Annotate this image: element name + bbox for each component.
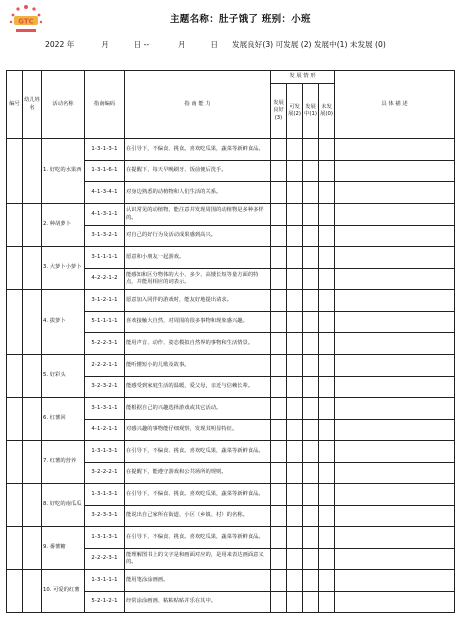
dev-not-cell[interactable]: [319, 484, 335, 506]
table-row: [7, 398, 455, 420]
dev-developing-cell[interactable]: [303, 527, 319, 549]
dev-can-cell[interactable]: [287, 355, 303, 377]
dev-can-cell[interactable]: [287, 226, 303, 247]
dev-developing-cell[interactable]: [303, 398, 319, 420]
dev-not-cell[interactable]: [319, 204, 335, 226]
dev-developing-cell[interactable]: [303, 506, 319, 527]
child-name-cell[interactable]: [23, 398, 42, 441]
guide-ability: 对感兴趣的事物能仔细观察，发现其明显特征。: [125, 420, 271, 441]
dev-can-cell[interactable]: [287, 312, 303, 333]
dev-developing-cell[interactable]: [303, 592, 319, 613]
dev-developing-cell[interactable]: [303, 269, 319, 290]
child-name-cell[interactable]: [23, 204, 42, 247]
date-line: [45, 39, 218, 50]
guide-code: 4-1-3-1-1: [85, 204, 125, 226]
description-cell[interactable]: [335, 441, 455, 463]
child-name-cell[interactable]: [23, 527, 42, 570]
guide-code: 3-1-2-1-1: [85, 290, 125, 312]
guide-code: 1-3-1-1-1: [85, 570, 125, 592]
dev-developing-cell[interactable]: [303, 312, 319, 333]
activity-name: 6. 红薯回: [42, 398, 85, 441]
dev-not-cell[interactable]: [319, 355, 335, 377]
guide-ability: 在引导下，不偏食、挑食。喜欢吃瓜果，蔬菜等新鲜食品。: [125, 484, 271, 506]
dev-can-cell[interactable]: [287, 269, 303, 290]
svg-text:GTC: GTC: [18, 17, 34, 26]
child-name-cell[interactable]: [23, 441, 42, 484]
dev-can-cell[interactable]: [287, 290, 303, 312]
guide-code: 1-3-1-6-1: [85, 161, 125, 182]
guide-ability: 能听懂短小的儿歌及故事。: [125, 355, 271, 377]
description-cell[interactable]: [335, 333, 455, 355]
dev-good-cell[interactable]: [271, 549, 287, 570]
dev-can-cell[interactable]: [287, 506, 303, 527]
dev-developing-cell[interactable]: [303, 484, 319, 506]
description-cell[interactable]: [335, 398, 455, 420]
activity-name: 4. 拔萝卜: [42, 290, 85, 355]
dev-can-cell[interactable]: [287, 333, 303, 355]
description-cell[interactable]: [335, 463, 455, 484]
dev-developing-cell[interactable]: [303, 333, 319, 355]
school-logo: [6, 2, 46, 36]
guide-code: 2-2-2-1-1: [85, 355, 125, 377]
dev-can-cell[interactable]: [287, 247, 303, 269]
description-cell[interactable]: [335, 161, 455, 182]
dev-not-cell[interactable]: [319, 333, 335, 355]
guide-code: 1-3-1-3-1: [85, 527, 125, 549]
dev-developing-cell[interactable]: [303, 161, 319, 182]
guide-code: 2-2-2-3-1: [85, 549, 125, 570]
dev-good-cell[interactable]: [271, 247, 287, 269]
table-row: [7, 484, 455, 506]
dev-developing-cell[interactable]: [303, 204, 319, 226]
guide-ability: 愿意加入同伴的游戏时，能友好地提出请求。: [125, 290, 271, 312]
dev-good-cell[interactable]: [271, 204, 287, 226]
dev-good-cell[interactable]: [271, 527, 287, 549]
guide-ability: 对身边熟悉的动植物和人们生活的关系。: [125, 182, 271, 204]
dev-good-cell[interactable]: [271, 269, 287, 290]
guide-ability: 经常涂涂画画、粘粘贴贴并乐在其中。: [125, 592, 271, 613]
dev-can-cell[interactable]: [287, 139, 303, 161]
child-name-cell[interactable]: [23, 247, 42, 290]
description-cell[interactable]: [335, 182, 455, 204]
guide-ability: 能用笔涂涂画画。: [125, 570, 271, 592]
header-number: 编号: [7, 71, 23, 139]
description-cell[interactable]: [335, 355, 455, 377]
child-name-cell[interactable]: [23, 355, 42, 398]
dev-developing-cell[interactable]: [303, 463, 319, 484]
dev-not-cell[interactable]: [319, 570, 335, 592]
description-cell[interactable]: [335, 506, 455, 527]
guide-code: 3-2-3-3-1: [85, 506, 125, 527]
dev-developing-cell[interactable]: [303, 420, 319, 441]
dev-can-cell[interactable]: [287, 398, 303, 420]
dev-developing-cell[interactable]: [303, 441, 319, 463]
guide-code: 3-2-2-2-1: [85, 463, 125, 484]
dev-can-cell[interactable]: [287, 527, 303, 549]
page-title: 主题名称：肚子饿了 班别：小班: [170, 14, 311, 25]
child-number-cell[interactable]: [7, 204, 23, 247]
dev-not-cell[interactable]: [319, 420, 335, 441]
dev-good-cell[interactable]: [271, 506, 287, 527]
dev-good-cell[interactable]: [271, 570, 287, 592]
guide-ability: 对自己的好行为及活动成果感到高兴。: [125, 226, 271, 247]
dev-can-cell[interactable]: [287, 420, 303, 441]
dev-good-cell[interactable]: [271, 333, 287, 355]
table-row: [7, 527, 455, 549]
date-day-start: 日 --: [133, 40, 150, 49]
description-cell[interactable]: [335, 570, 455, 592]
dev-can-cell[interactable]: [287, 204, 303, 226]
child-number-cell[interactable]: [7, 139, 23, 204]
child-number-cell[interactable]: [7, 398, 23, 441]
dev-good-cell[interactable]: [271, 420, 287, 441]
description-cell[interactable]: [335, 247, 455, 269]
dev-not-cell[interactable]: [319, 527, 335, 549]
header-dev-not: 未发展(0): [319, 84, 335, 139]
guide-ability: 在引导下，不偏食、挑食。喜欢吃瓜果，蔬菜等新鲜食品。: [125, 441, 271, 463]
guide-ability: 能理解图书上的文字是和画面对应的，是用来表达画面意义的。: [125, 549, 271, 570]
header-development-group: 发 展 情 形: [271, 71, 335, 84]
dev-good-cell[interactable]: [271, 484, 287, 506]
dev-not-cell[interactable]: [319, 247, 335, 269]
dev-not-cell[interactable]: [319, 182, 335, 204]
guide-ability: 能根据自己的兴趣选择游戏或其它活动。: [125, 398, 271, 420]
dev-good-cell[interactable]: [271, 463, 287, 484]
dev-developing-cell[interactable]: [303, 139, 319, 161]
header-code: 指南编码: [85, 71, 125, 139]
dev-good-cell[interactable]: [271, 226, 287, 247]
description-cell[interactable]: [335, 312, 455, 333]
child-number-cell[interactable]: [7, 290, 23, 355]
dev-can-cell[interactable]: [287, 463, 303, 484]
header-dev-can: 可发展(2): [287, 84, 303, 139]
table-row: [7, 355, 455, 377]
dev-good-cell[interactable]: [271, 355, 287, 377]
dev-good-cell[interactable]: [271, 398, 287, 420]
child-number-cell[interactable]: [7, 441, 23, 484]
guide-ability: 能感受到家庭生活的温暖，爱父母，亲近与信赖长辈。: [125, 377, 271, 398]
dev-good-cell[interactable]: [271, 312, 287, 333]
table-row: [7, 204, 455, 226]
dev-developing-cell[interactable]: [303, 226, 319, 247]
guide-code: 1-3-1-3-1: [85, 484, 125, 506]
description-cell[interactable]: [335, 290, 455, 312]
guide-code: 3-1-3-1-1: [85, 398, 125, 420]
dev-good-cell[interactable]: [271, 161, 287, 182]
guide-ability: 能说出自己家所在街道、小区（乡镇、村）的名称。: [125, 506, 271, 527]
guide-ability: 能感知和区分物体的大小、多少、高矮长短等量方面的特点，并能用相应的词表示。: [125, 269, 271, 290]
dev-good-cell[interactable]: [271, 592, 287, 613]
guide-code: 5-1-1-1-1: [85, 312, 125, 333]
guide-code: 5-2-2-3-1: [85, 333, 125, 355]
guide-code: 3-1-1-1-1: [85, 247, 125, 269]
dev-not-cell[interactable]: [319, 161, 335, 182]
date-day-end: 日: [210, 40, 218, 49]
dev-can-cell[interactable]: [287, 549, 303, 570]
dev-good-cell[interactable]: [271, 441, 287, 463]
guide-ability: 在引导下，不偏食、挑食。喜欢吃瓜果，蔬菜等新鲜食品。: [125, 139, 271, 161]
child-number-cell[interactable]: [7, 247, 23, 290]
dev-developing-cell[interactable]: [303, 290, 319, 312]
dev-developing-cell[interactable]: [303, 182, 319, 204]
dev-not-cell[interactable]: [319, 139, 335, 161]
activity-name: 10. 可爱的红薯: [42, 570, 85, 613]
child-number-cell[interactable]: [7, 527, 23, 570]
description-cell[interactable]: [335, 269, 455, 290]
guide-ability: 喜欢接触大自然，对周围的很多事物和现象感兴趣。: [125, 312, 271, 333]
table-row: [7, 247, 455, 269]
child-number-cell[interactable]: [7, 570, 23, 613]
activity-name: 2. 种胡萝卜: [42, 204, 85, 247]
table-row: [7, 139, 455, 161]
activity-name: 9. 番薯糖: [42, 527, 85, 570]
dev-not-cell[interactable]: [319, 592, 335, 613]
activity-name: 3. 大萝卜小萝卜: [42, 247, 85, 290]
dev-can-cell[interactable]: [287, 592, 303, 613]
dev-developing-cell[interactable]: [303, 570, 319, 592]
child-number-cell[interactable]: [7, 355, 23, 398]
description-cell[interactable]: [335, 549, 455, 570]
header-activity: 活动名称: [42, 71, 85, 139]
date-year: 2022 年: [45, 40, 75, 49]
dev-not-cell[interactable]: [319, 549, 335, 570]
description-cell[interactable]: [335, 377, 455, 398]
dev-developing-cell[interactable]: [303, 355, 319, 377]
assessment-table: [6, 70, 455, 613]
activity-name: 8. 好吃的南瓜瓜: [42, 484, 85, 527]
header-description: 具 体 描 述: [335, 71, 455, 139]
dev-good-cell[interactable]: [271, 290, 287, 312]
dev-can-cell[interactable]: [287, 161, 303, 182]
guide-code: 4-2-2-1-2: [85, 269, 125, 290]
description-cell[interactable]: [335, 527, 455, 549]
activity-name: 7. 红薯的营养: [42, 441, 85, 484]
header-dev-developing: 发展中(1): [303, 84, 319, 139]
guide-code: 4-1-2-1-1: [85, 420, 125, 441]
guide-ability: 在引导下，不偏食、挑食。喜欢吃瓜果，蔬菜等新鲜食品。: [125, 527, 271, 549]
child-number-cell[interactable]: [7, 484, 23, 527]
dev-good-cell[interactable]: [271, 377, 287, 398]
activity-name: 1. 好吃的水果西: [42, 139, 85, 204]
child-name-cell[interactable]: [23, 139, 42, 204]
header-child-name: 幼儿姓名: [23, 71, 42, 139]
dev-can-cell[interactable]: [287, 484, 303, 506]
guide-code: 5-2-1-2-1: [85, 592, 125, 613]
dev-good-cell[interactable]: [271, 139, 287, 161]
table-row: [7, 570, 455, 592]
guide-ability: 在提醒下，能遵守游戏和公共场所的规则。: [125, 463, 271, 484]
activity-name: 5. 好彩头: [42, 355, 85, 398]
date-month-end: 月: [177, 40, 186, 49]
date-month-start: 月: [101, 40, 109, 49]
dev-not-cell[interactable]: [319, 290, 335, 312]
dev-not-cell[interactable]: [319, 441, 335, 463]
description-cell[interactable]: [335, 204, 455, 226]
child-name-cell[interactable]: [23, 570, 42, 613]
dev-developing-cell[interactable]: [303, 247, 319, 269]
child-name-cell[interactable]: [23, 290, 42, 355]
description-cell[interactable]: [335, 226, 455, 247]
dev-not-cell[interactable]: [319, 398, 335, 420]
header-ability: 指 南 能 力: [125, 71, 271, 139]
dev-can-cell[interactable]: [287, 182, 303, 204]
guide-code: 4-1-3-4-1: [85, 182, 125, 204]
header-dev-good: 发展良好(3): [271, 84, 287, 139]
guide-code: 1-3-1-3-1: [85, 441, 125, 463]
description-cell[interactable]: [335, 420, 455, 441]
dev-not-cell[interactable]: [319, 377, 335, 398]
description-cell[interactable]: [335, 592, 455, 613]
dev-not-cell[interactable]: [319, 463, 335, 484]
guide-ability: 能用声音、动作、姿态模拟自然界的事物和生活情景。: [125, 333, 271, 355]
dev-good-cell[interactable]: [271, 182, 287, 204]
dev-can-cell[interactable]: [287, 570, 303, 592]
guide-code: 3-1-3-2-1: [85, 226, 125, 247]
description-cell[interactable]: [335, 484, 455, 506]
dev-not-cell[interactable]: [319, 312, 335, 333]
child-name-cell[interactable]: [23, 484, 42, 527]
dev-can-cell[interactable]: [287, 377, 303, 398]
dev-not-cell[interactable]: [319, 269, 335, 290]
guide-ability: 认识常见的动植物，能注意并发现周围的动植物是多种多样的。: [125, 204, 271, 226]
dev-can-cell[interactable]: [287, 441, 303, 463]
dev-developing-cell[interactable]: [303, 377, 319, 398]
guide-code: 1-3-1-3-1: [85, 139, 125, 161]
guide-ability: 愿意和小朋友一起游戏。: [125, 247, 271, 269]
dev-developing-cell[interactable]: [303, 549, 319, 570]
table-row: [7, 290, 455, 312]
guide-ability: 在提醒下，每天早晚刷牙、饭前便后洗手。: [125, 161, 271, 182]
dev-not-cell[interactable]: [319, 506, 335, 527]
dev-not-cell[interactable]: [319, 226, 335, 247]
description-cell[interactable]: [335, 139, 455, 161]
table-row: [7, 441, 455, 463]
development-legend: 发展良好(3) 可发展 (2) 发展中(1) 未发展 (0): [232, 40, 386, 49]
guide-code: 3-2-3-2-1: [85, 377, 125, 398]
